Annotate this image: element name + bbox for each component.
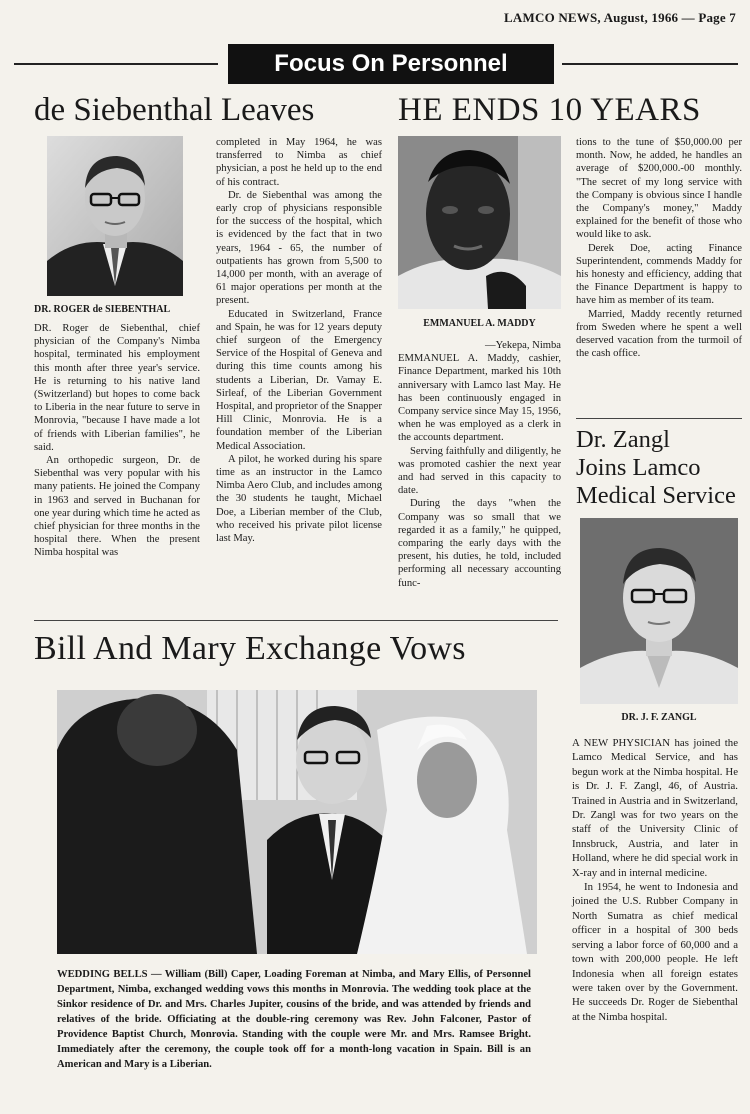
- zangl-headline-line-1: Dr. Zangl: [576, 426, 670, 453]
- maddy-photo: [398, 136, 561, 309]
- siebenthal-photo-caption: DR. ROGER de SIEBENTHAL: [34, 304, 171, 315]
- paragraph: A NEW PHYSICIAN has joined the Lamco Medical Service, and has begun work at the Nimba hospital. He is Dr. J. F. Zangl, 46, of Austria. Trained in Austria and in Switzerland, Dr. Zangl was for two years on the staff of the University Clinic of Innsbruck, Austria, and later in Holland, where he did special work in X-ray and in internal medicine.: [572, 737, 738, 879]
- divider: [34, 620, 558, 621]
- maddy-photo-caption: EMMANUEL A. MADDY: [423, 318, 536, 329]
- paragraph: During the days "when the Company was so small that we regarded it as a family," he quipped, comparing the early days with the present, his duties, he told, included performing all necessary accounting func-: [398, 498, 561, 589]
- portrait-image: [398, 136, 561, 309]
- zangl-photo-caption: DR. J. F. ZANGL: [621, 712, 697, 723]
- paragraph: Derek Doe, acting Finance Superintendent, commends Maddy for his honesty and efficiency, adding that the Finance Department is happy to have him as member of its team.: [576, 242, 742, 307]
- siebenthal-column-2: [216, 136, 382, 545]
- paragraph: Dr. de Siebenthal was among the early crop of physicians responsible for the success of the hospital, which is evidenced by the fact that in two years, 1964 - 65, the number of outpatients has grown from 5,500 to 14,000 per month, with an average of 61 major operations per month at the present.: [216, 189, 382, 307]
- paragraph: In 1954, he went to Indonesia and joined the U.S. Rubber Company in North Sumatra as chief medical officer in a hospital of 300 beds serving a labor force of 60,000 and a town with 200,000 people. He left Indonesia when all foreign estates were taken over by the Government. He succeeds Dr. Roger de Siebenthal at the Nimba hospital.: [572, 881, 738, 1023]
- paragraph: Serving faithfully and diligently, he was promoted cashier the next year and had served in this capacity to date.: [398, 445, 561, 497]
- wedding-photo: [57, 690, 537, 954]
- zangl-headline: [576, 426, 736, 510]
- masthead: LAMCO NEWS, August, 1966 — Page 7: [504, 10, 736, 25]
- paragraph: Educated in Switzerland, France and Spain, he was for 12 years deputy chief surgeon of the Emergency Service of the Hospital of Geneva and during this time counts among his students a Liberian, Dr. Vamay E. Sirleaf, of the Liberian Government Hospital, and proprietor of the Snapper Hill Clinic, Monrovia. He is a foundation member of the Liberian Medical Association.: [216, 308, 382, 452]
- banner-rule-right: [562, 63, 738, 65]
- banner-rule-left: [14, 63, 218, 65]
- maddy-headline: HE ENDS 10 YEARS: [398, 92, 701, 128]
- zangl-column: [572, 736, 738, 1024]
- paragraph: —Yekepa, Nimba: [484, 340, 561, 351]
- siebenthal-column-1: [34, 322, 200, 560]
- banner-title: Focus On Personnel: [274, 50, 508, 77]
- paragraph: EMMANUEL A. Maddy, cashier, Finance Department, marked his 10th anniversary with Lamco last May. He has been continuously engaged in Company service since May 15, 1956, when he was employed as a clerk in the accounts department.: [398, 353, 561, 444]
- zangl-headline-line-2: Joins Lamco: [576, 454, 701, 481]
- maddy-column-2: [576, 136, 742, 360]
- paragraph: A pilot, he worked during his spare time as an instructor in the Lamco Nimba Aero Club, and includes among the 30 students he taught, Michael Doe, a Liberian member of the Club, who received his private pilot license last May.: [216, 453, 382, 545]
- paragraph: DR. Roger de Siebenthal, chief physician of the Company's Nimba hospital, terminated his employment this month after three year's service. He is returning to his native land (Switzerland) but hopes to come back to Liberia in the near future to serve in Monrovia, "because I have made a lot of friends with Liberian families", he said.: [34, 323, 200, 453]
- wedding-caption: WEDDING BELLS — William (Bill) Caper, Loading Foreman at Nimba, and Mary Ellis, of Personnel Department, Nimba, exchanged wedding vows this months in Monrovia. The wedding took place at the Sinkor residence of Dr. and Mrs. Charles Jupiter, cousins of the bride, and was attended by friends and relatives of the bride. Officiating at the double-ring ceremony was Rev. John Falconer, Pastor of Providence Baptist Church, Monrovia. Standing with the couple were Mr. and Mrs. Ramsee Bright. Immediately after the ceremony, the couple took off for a month-long vacation in Spain. Bill is an American and Mary is a Liberian.: [57, 969, 531, 1070]
- paragraph: Married, Maddy recently returned from Sweden where he spent a well deserved vacation from the turmoil of the cash office.: [576, 308, 742, 360]
- wedding-image: [57, 690, 537, 954]
- maddy-column-1: [398, 339, 561, 590]
- siebenthal-photo: [47, 136, 183, 296]
- divider: [576, 418, 742, 419]
- siebenthal-headline: de Siebenthal Leaves: [34, 92, 315, 128]
- paragraph: tions to the tune of $50,000.00 per month. Now, he added, he handles an average of $200,000.-00 monthly. "The secret of my long service with the Company is obvious since I handle the Company's money," Maddy explained for the benefit of those who would like to ask.: [576, 137, 742, 241]
- wedding-headline: Bill And Mary Exchange Vows: [34, 630, 466, 667]
- zangl-headline-line-3: Medical Service: [576, 482, 736, 509]
- zangl-photo: [580, 518, 738, 704]
- portrait-image: [580, 518, 738, 704]
- section-banner: [228, 44, 554, 84]
- portrait-image: [47, 136, 183, 296]
- paragraph: An orthopedic surgeon, Dr. de Siebenthal was very popular with his many patients. He joined the Company in 1963 and served in Buchanan for one year during which time he acted as chief physician for three months in the hospital there. When the present Nimba hospital was: [34, 455, 200, 559]
- paragraph: completed in May 1964, he was transferred to Nimba as chief physician, a post he held up to the end of his contract.: [216, 137, 382, 188]
